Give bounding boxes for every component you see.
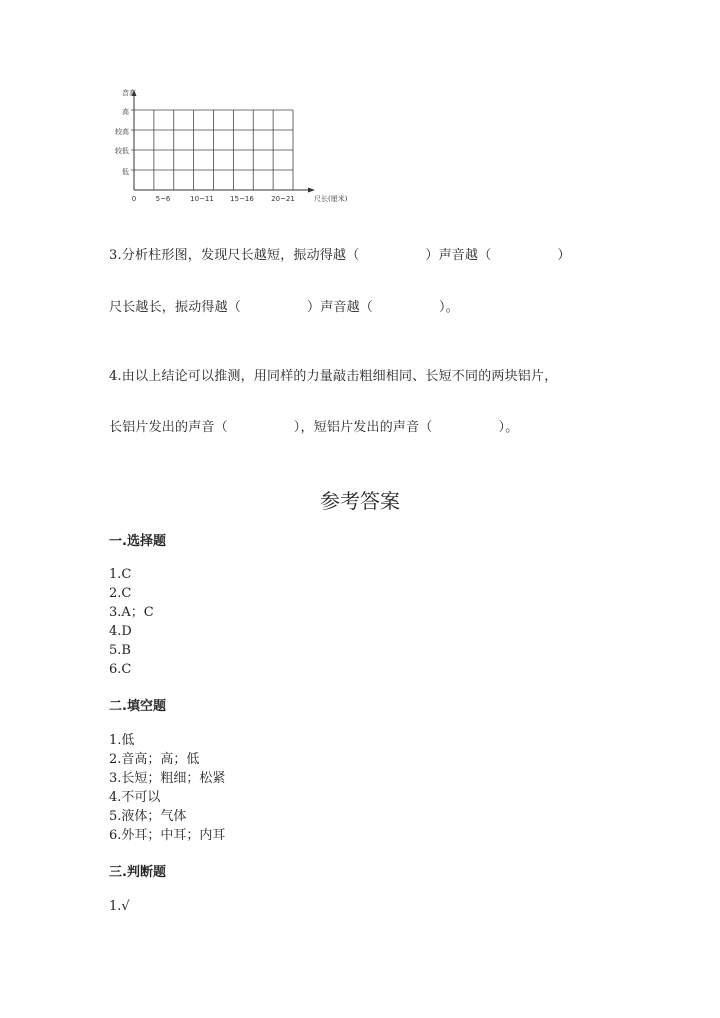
answer-item: 2.音高；高；低: [109, 752, 200, 767]
question-4-line-2: 长铝片发出的声音（ ），短铝片发出的声音（ ）。: [109, 420, 519, 435]
answer-item: 5.液体；气体: [109, 809, 187, 824]
answer-item: 6.外耳；中耳；内耳: [109, 828, 226, 843]
answer-item: 4.D: [109, 624, 132, 639]
answer-list-true-false: [109, 897, 130, 916]
chart-xtick-origin: 0: [131, 195, 137, 203]
answer-key-title: 参考答案: [320, 489, 400, 513]
chart-ytick-high: 高: [122, 108, 129, 116]
chart-ylabel: 音高: [122, 89, 136, 97]
chart-xtick-20-21: 20~21: [271, 195, 295, 203]
chart-xlabel: 尺长(厘米): [314, 195, 348, 203]
chart-grid: [131, 110, 293, 190]
answer-item: 1.低: [109, 733, 135, 748]
chart-ytick-rather-low: 较低: [115, 147, 129, 155]
answer-item: 1.C: [109, 567, 132, 582]
answer-item: 6.C: [109, 662, 132, 677]
section-heading-choice: 一.选择题: [109, 534, 166, 549]
answer-item: 5.B: [109, 643, 131, 658]
chart-xtick-5-6: 5~6: [155, 195, 171, 203]
chart-ytick-rather-high: 较高: [115, 128, 129, 136]
chart-x-arrow: [308, 188, 315, 193]
answer-list-choice: [109, 565, 154, 679]
question-3-line-1: 3.分析柱形图，发现尺长越短，振动得越（ ）声音越（ ）: [109, 248, 571, 263]
section-heading-true-false: 三.判断题: [109, 865, 166, 880]
answer-list-fill-in: [109, 731, 225, 845]
answer-item: 3.A；C: [109, 605, 154, 620]
question-4-line-1: 4.由以上结论可以推测，用同样的力量敲击粗细相同、长短不同的两块铝片，: [109, 369, 558, 384]
answer-item: 1.√: [109, 899, 130, 914]
answer-item: 2.C: [109, 586, 132, 601]
question-3-line-2: 尺长越长，振动得越（ ）声音越（ ）。: [109, 300, 459, 315]
chart-xtick-15-16: 15~16: [230, 195, 254, 203]
pitch-chart: [105, 84, 365, 209]
chart-ytick-low: 低: [122, 168, 129, 176]
answer-item: 3.长短；粗细；松紧: [109, 771, 226, 786]
chart-xtick-10-11: 10~11: [190, 195, 214, 203]
answer-item: 4.不可以: [109, 790, 161, 805]
section-heading-fill-in: 二.填空题: [109, 699, 166, 714]
